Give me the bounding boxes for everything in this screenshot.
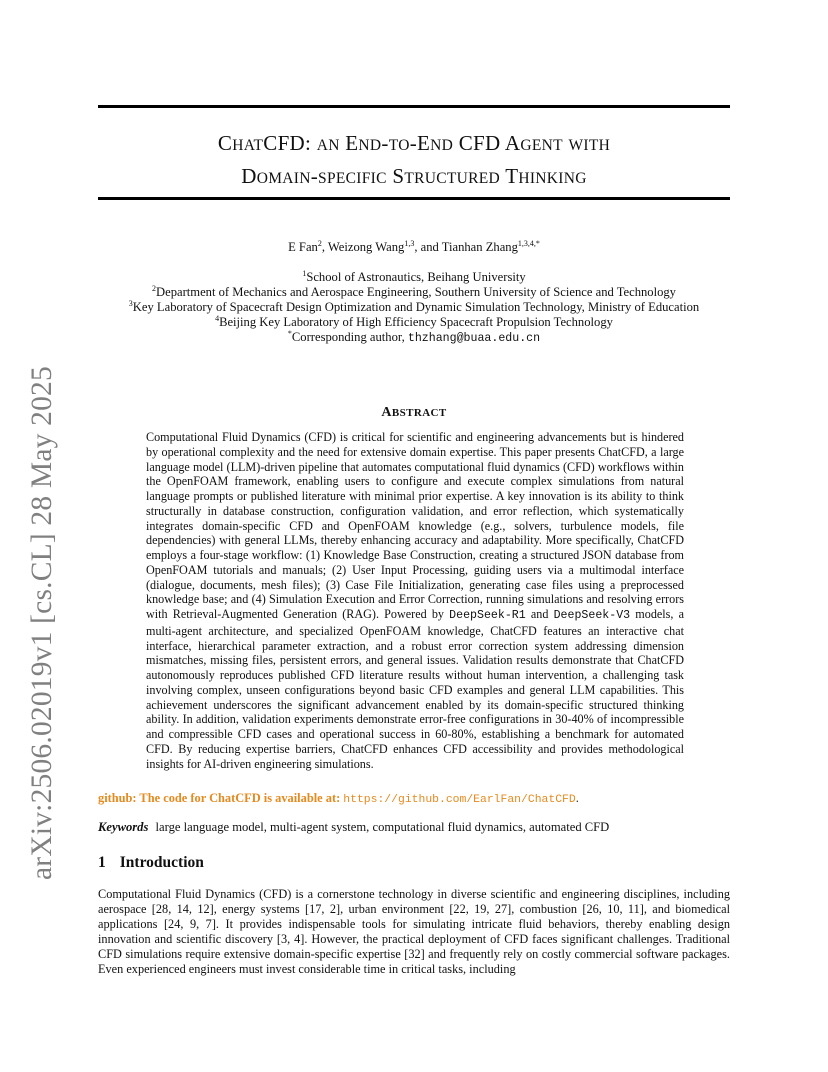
introduction-paragraph: Computational Fluid Dynamics (CFD) is a cornerstone technology in diverse scientific and engineering disciplines, including aerospace [28, 14, 12], energy systems [17, 2], urban environment [22, 19, 27], combustion [26, 10, 11], and biomedical applications [24, 9, 7]. It provides indispensable tools for simulating intricate fluid behaviors, thereby enabling design innovation and scientific discovery [3, 4]. However, the practical deployment of CFD faces significant challenges. Traditional CFD simulations require extensive domain-specific expertise [32] and frequently rely on costly commercial software packages. Even experienced engineers must invest considerable time in critical tasks, including — [98, 887, 730, 977]
abstract-text: Computational Fluid Dynamics (CFD) is critical for scientific and engineering advancements but is hindered by operational complexity and the need for extensive domain expertise. This paper presents ChatCFD, a large language model (LLM)-driven pipeline that automates computational fluid dynamics (CFD) workflows within the OpenFOAM framework, enabling users to configure and execute complex simulations from natural language prompts or published literature with minimal prior expertise. A key innovation is its ability to think structurally in database construction, configuration validation, and error reflection, which systematically integrates domain-specific CFD and OpenFOAM knowledge (e.g., solvers, turbulence models, file dependencies) with general LLMs, thereby enhancing accuracy and adaptability. More specifically, ChatCFD employs a four-stage workflow: (1) Knowledge Base Construction, creating a structured JSON database from OpenFOAM tutorials and manuals; (2) User Input Processing, guiding users via a multimodal interface (dialogue, documents, mesh files); (3) Case File Initialization, generating case files using a preprocessed knowledge base; and (4) Simulation Execution and Error Correction, running simulations and resolving errors with Retrieval-Augmented Generation (RAG). Powered by DeepSeek-R1 and DeepSeek-V3 models, a multi-agent architecture, and specialized OpenFOAM knowledge, ChatCFD features an interactive chat interface, hierarchical parameter extraction, and a robust error correction system addressing dimension mismatches, missing files, persistent errors, and general issues. Validation results demonstrate that ChatCFD autonomously reproduces published CFD literature results without human intervention, a challenging task involving complex, unseen configurations beyond basic CFD examples and general LLM capabilities. This achievement underscores the significant advancement enabled by its domain-specific structured thinking ability. In addition, validation experiments demonstrate error-free configurations in 30-40% of incompressible and compressible CFD cases and operational success in 60-80%, establishing a benchmark for automated CFD. By reducing expertise barriers, ChatCFD enhances CFD accessibility and provides methodological insights for AI-driven engineering simulations. — [146, 430, 684, 771]
author-affiliation-marker: 1,3,4,* — [517, 239, 540, 248]
title-line-2: DOMAIN-SPECIFIC STRUCTURED THINKING — [241, 164, 587, 188]
author-name: E Fan — [288, 240, 318, 254]
affiliation-line: $^1$School of Astronautics, Beihang University — [302, 269, 526, 284]
title-rule-top — [98, 105, 730, 108]
title-line-1: CHATCFD: AN END-TO-END CFD AGENT WITH — [217, 131, 611, 155]
corresponding-email-link[interactable]: thzhang@buaa.edu.cn — [407, 332, 541, 345]
affiliation-line: $^4$Beijing Key Laboratory of High Efficiency Spacecraft Propulsion Technology — [215, 314, 613, 329]
arxiv-identifier-stamp: arXiv:2506.02019v1 [cs.CL] 28 May 2025 — [26, 366, 58, 880]
paper-title — [98, 128, 730, 194]
author-name: Weizong Wang — [327, 240, 405, 254]
author-list: E Fan$^2$, Weizong Wang$^{1,3}$, and Tianhan Zhang$^{1,3,4,*}$ — [288, 239, 540, 254]
affiliation-line: $^2$Department of Mechanics and Aerospace Engineering, Southern University of Science and Technology — [152, 284, 676, 299]
affiliation-line: $^3$Key Laboratory of Spacecraft Design Optimization and Dynamic Simulation Technology, Ministry of Education — [128, 299, 700, 314]
corresponding-author-line: *Corresponding author, thzhang@buaa.edu.cn — [287, 329, 541, 345]
author-affiliation-marker: 1,3 — [404, 239, 415, 248]
keywords-text: large language model, multi-agent system, computational fluid dynamics, automated CFD — [155, 820, 610, 834]
section-heading-introduction: 1 Introduction — [98, 854, 204, 871]
github-url-link[interactable]: https://github.com/EarlFan/ChatCFD — [343, 794, 576, 806]
author-name: Tianhan Zhang — [441, 240, 518, 254]
model-name: DeepSeek-V3 — [553, 609, 631, 622]
keywords-line — [98, 820, 730, 835]
author-affiliation-marker: 2 — [317, 239, 322, 248]
model-name: DeepSeek-R1 — [449, 609, 526, 622]
title-rule-bottom — [98, 197, 730, 200]
github-note: github: The code for ChatCFD is available at: https://github.com/EarlFan/ChatCFD. — [98, 791, 579, 806]
keywords-label: Keywords — [98, 820, 149, 834]
affiliation-list — [60, 270, 768, 346]
abstract-heading: ABSTRACT — [381, 405, 447, 420]
